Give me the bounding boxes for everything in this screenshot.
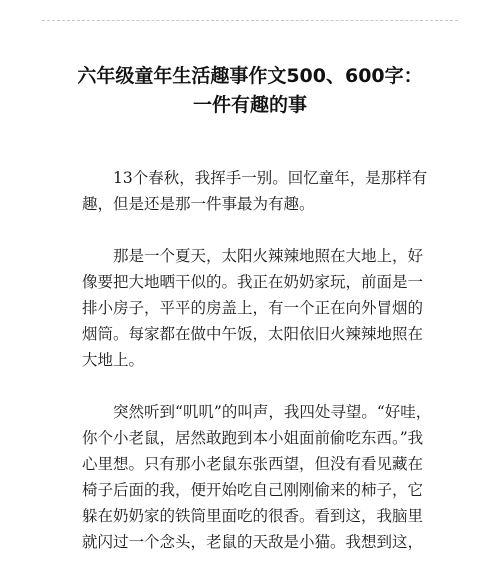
paragraph-line: 像要把大地晒干似的。我正在奶奶家玩，前面是一 [82,273,424,291]
paragraph-line: 你个小老鼠，居然敢跑到本小姐面前偷吃东西。”我 [82,429,424,447]
paragraph-1 [82,165,428,217]
paragraph-line: 烟筒。每家都在做中午饭，太阳依旧火辣辣地照在 [82,325,424,343]
paragraph-line: 躲在奶奶家的铁筒里面吃的很香。看到这，我脑里 [82,507,424,525]
title-line-2: 一件有趣的事 [192,94,307,116]
paragraph-line: 椅子后面的我，便开始吃自己刚刚偷来的柿子，它 [82,481,424,499]
paragraph-line: 就闪过一个念头，老鼠的天敌是小猫。我想到这， [82,533,424,551]
paragraph-2 [82,243,422,373]
paragraph-3 [82,399,432,555]
paragraph-line: 大地上。 [82,351,145,369]
article-body [82,165,432,581]
paragraph-line: 突然听到“叽叽”的叫声，我四处寻望。“好哇， [113,403,432,421]
article-title [0,62,500,120]
title-line-1: 六年级童年生活趣事作文500、600字： [77,65,423,87]
paragraph-line: 趣，但是还是那一件事最为有趣。 [82,195,315,213]
paragraph-line: 心里想。只有那小老鼠东张西望，但没有看见藏在 [82,455,424,473]
page-top-rule [42,20,458,21]
paragraph-line: 排小房子，平平的房盖上，有一个正在向外冒烟的 [82,299,424,317]
paragraph-line: 那是一个夏天，太阳火辣辣地照在大地上，好 [113,247,424,265]
paragraph-line: 13个春秋，我挥手一别。回忆童年，是那样有 [113,169,428,187]
